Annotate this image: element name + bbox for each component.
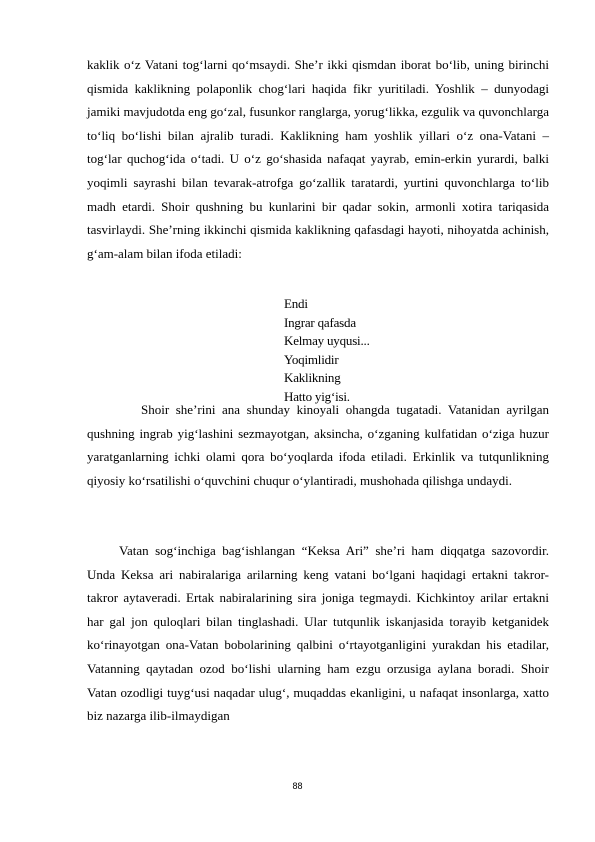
poem-line: Kelmay uyqusi... bbox=[284, 333, 370, 349]
page-number: 88 bbox=[292, 781, 303, 791]
poem-line: Ingrar qafasda bbox=[284, 314, 356, 330]
paragraph-conclusion: Shoir she’rini ana shunday kinoyali ohangda tugatadi. Vatanidan ayrilgan qushning ingrab yig‘lashini sezmayotgan, aksincha, o‘zganing kulfatidan o‘ziga huzur yaratganlarning ichki olami qora bo‘yoqlarda ifoda etiladi. Erkinlik va tutqunlikning qiyosiy ko‘rsatilishi o‘quvchini chuqur o‘ylantiradi, mushohada qilishga undaydi. bbox=[87, 402, 549, 488]
paragraph-intro: kaklik o‘z Vatani tog‘larni qo‘msaydi. She’r ikki qismdan iborat bo‘lib, uning birinchi qismida kaklikning polaponlik chog‘lari haqida fikr yuritiladi. Yoshlik – dunyodagi jamiki mavjudotda eng go‘zal, fusunkor ranglarga, yorug‘likka, ezgulik va quvonchlarga to‘liq bo‘lishi bilan ajralib turadi. Kaklikning ham yoshlik yillari o‘z ona-Vatani – tog‘lar quchog‘ida o‘tadi. U o‘z go‘shasida nafaqat yayrab, emin-erkin yurardi, balki yoqimli sayrashi bilan tevarak-atrofga go‘zallik taratardi, yurtini quvonchlarga to‘lib madh etardi. Shoir qushning bu kunlarini bir qadar sokin, armonli xotira tariqasida tasvirlaydi. She’rning ikkinchi qismida kaklikning qafasdagi hayoti, nihoyatda achinish, g‘am-alam bilan ifoda etiladi: bbox=[87, 57, 549, 261]
poem-line: Yoqimlidir bbox=[284, 351, 339, 367]
poem-line: Kaklikning bbox=[284, 370, 341, 386]
poem-line: Hatto yig‘isi. bbox=[284, 388, 350, 404]
poem-quote bbox=[284, 295, 370, 407]
paragraph-keksa-ari: Vatan sog‘inchiga bag‘ishlangan “Keksa Ari” she’ri ham diqqatga sazovordir. Unda Keksa ari nabiralariga arilarning keng vatani bo‘lgani haqidagi ertakni takror-takror aytaveradi. Ertak nabiralarining sira joniga tegmaydi. Kichkintoy arilar ertakni har gal jon quloqlari bilan tinglashadi. Ular tutqunlik iskanjasida torayib ketganidek ko‘rinayotgan ona-Vatan bobolarining qalbini o‘rtayotganligini yurakdan his etadilar, Vatanning qaytadan ozod bo‘lishi ularning ham ezgu orzusiga aylana boradi. Shoir Vatan ozodligi tuyg‘usi naqadar ulug‘, muqaddas ekanligini, u nafaqat insonlarga, xatto biz nazarga ilib-ilmaydigan bbox=[87, 543, 549, 724]
poem-line: Endi bbox=[284, 296, 308, 311]
